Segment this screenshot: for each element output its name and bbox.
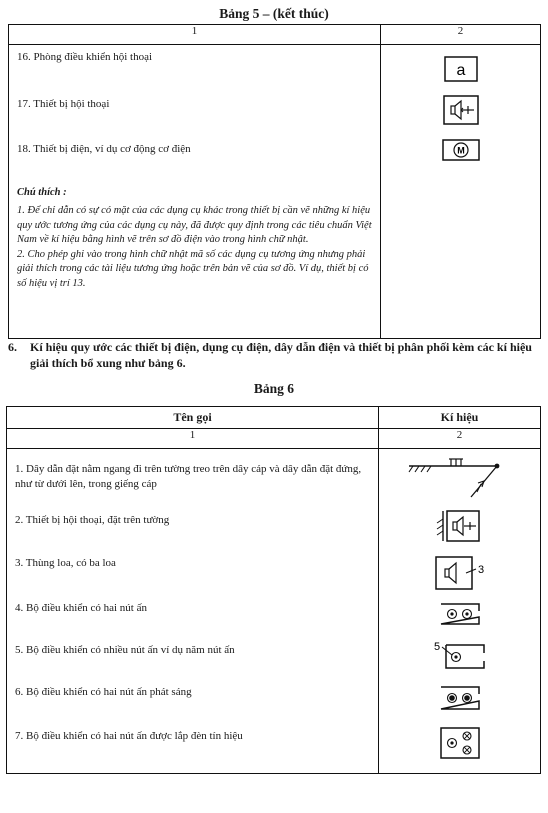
row-label: 6. Bộ điều khiển có hai nút ấn phát sáng <box>15 685 192 698</box>
note-title: Chú thích : <box>17 186 67 198</box>
section-6-paragraph <box>8 339 540 371</box>
speaker-count-label: 3 <box>477 563 484 576</box>
row-label: 5. Bộ điều khiển có nhiều nút ấn ví dụ năm nút ấn <box>15 643 235 656</box>
table-row <box>7 679 541 721</box>
motor-device-icon <box>441 139 481 161</box>
table-row <box>7 551 541 597</box>
wall-intercom-icon <box>435 509 485 543</box>
note-item: 1. Để chỉ dẫn có sự có mặt của các dụng cụ khác trong thiết bị cần vẽ những kí hiệu quy ước tương ứng của các dụng cụ này, đã được quy định trong các tiêu chuẩn Việt Nam về kí hiệu bằng hình vẽ trên sơ đồ điện vào trong hình chữ nhật. <box>17 205 372 245</box>
table-row <box>7 449 541 505</box>
button-count-label: 5 <box>433 640 440 653</box>
row-label: 4. Bộ điều khiển có hai nút ấn <box>15 601 147 614</box>
table6-head-name: Tên gọi <box>7 407 379 429</box>
table5 <box>8 24 541 339</box>
row-label: 16. Phòng điều khiển hội thoại <box>17 51 153 63</box>
table5-col1-header: 1 <box>9 25 381 45</box>
table6-col1-header: 1 <box>7 429 379 449</box>
table-row <box>7 721 541 774</box>
symbol-letter: a <box>456 62 465 79</box>
table6-header-row <box>7 407 541 429</box>
intercom-device-icon <box>441 95 481 125</box>
section-text: Kí hiệu quy ước các thiết bị điện, dụng cụ điện, dây dẫn điện và thiết bị phân phối kèm các kí hiệu giải thích bổ xung như bảng 6. <box>30 340 532 370</box>
speaker-box-icon <box>432 555 488 591</box>
lit-button-control-icon <box>438 684 482 712</box>
table5-title: Bảng 5 – (kết thúc) <box>219 6 329 21</box>
table6-col2-header: 2 <box>379 429 541 449</box>
table-row <box>9 45 541 87</box>
table5-note-row <box>9 180 541 339</box>
table6-head-symbol: Kí hiệu <box>379 407 541 429</box>
table-row <box>7 505 541 551</box>
signal-lamp-control-icon <box>438 726 482 760</box>
table-row <box>7 597 541 637</box>
table6-title: Bảng 6 <box>253 381 295 396</box>
row-label: 1. Dây dẫn đặt nằm ngang đi trên tường treo trên dây cáp và dây dẫn đặt đứng, như từ dưới lên, trong giếng cáp <box>15 463 362 490</box>
row-label: 3. Thùng loa, có ba loa <box>15 556 116 569</box>
multi-button-control-icon <box>432 639 488 671</box>
symbol-letter: M <box>456 145 465 155</box>
room-control-icon <box>441 56 481 82</box>
row-label: 7. Bộ điều khiển có hai nút ấn được lắp đèn tín hiệu <box>15 729 243 742</box>
table-row <box>9 87 541 134</box>
table5-column-numbers <box>9 25 541 45</box>
section-number: 6. <box>8 340 17 354</box>
two-button-control-icon <box>438 601 482 627</box>
table6-column-numbers <box>7 429 541 449</box>
note-block <box>9 180 380 296</box>
note-item: 2. Cho phép ghi vào trong hình chữ nhật mã số các dụng cụ tương ứng nhưng phải giải thích trong các tài liệu tương ứng hoặc trên bản vẽ của sơ đồ. Ví dụ, thiết bị có số hiệu vị trí 13. <box>17 248 369 289</box>
table-row <box>7 637 541 679</box>
row-label: 17. Thiết bị hội thoại <box>17 97 110 110</box>
table6 <box>6 406 541 774</box>
wire-routing-icon <box>405 457 515 499</box>
table5-col2-header: 2 <box>381 25 541 45</box>
row-label: 2. Thiết bị hội thoại, đặt trên tường <box>15 513 170 526</box>
table-row <box>9 134 541 180</box>
row-label: 18. Thiết bị điện, ví dụ cơ động cơ điện <box>17 142 191 155</box>
